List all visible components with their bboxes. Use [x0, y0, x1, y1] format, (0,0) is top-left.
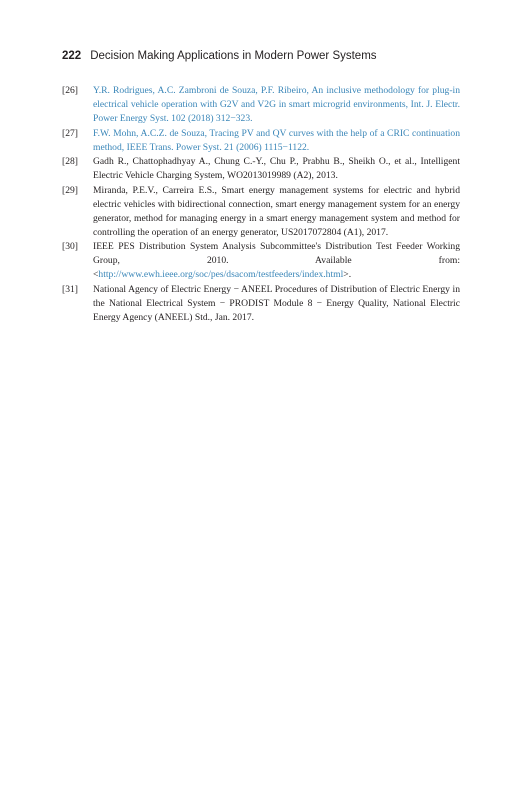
reference-number: [28] — [62, 156, 78, 167]
reference-text: Gadh R., Chattophadhyay A., Chung C.-Y., Chu P., Prabhu B., Sheikh O., et al., Intelligent Electric Vehicle Charging System, WO2013019989 (A2), 2013. — [93, 156, 460, 181]
reference-28 — [62, 155, 460, 183]
reference-number: [30] — [62, 241, 78, 252]
reference-number: [31] — [62, 283, 78, 295]
reference-list — [62, 84, 460, 325]
reference-number: [29] — [62, 184, 78, 196]
reference-27[interactable] — [62, 127, 460, 155]
reference-url-link[interactable]: http://www.ewh.ieee.org/soc/pes/dsacom/testfeeders/index.html — [98, 269, 344, 280]
reference-text[interactable]: F.W. Mohn, A.C.Z. de Souza, Tracing PV and QV curves with the help of a CRIC continuation method, IEEE Trans. Power Syst. 21 (2006) 1115−1122. — [93, 127, 460, 153]
reference-26[interactable] — [62, 84, 460, 126]
reference-text-before: IEEE PES Distribution System Analysis Subcommittee's Distribution Test Feeder Working Group, 2010. Available from: < — [93, 241, 460, 280]
book-title: Decision Making Applications in Modern Power Systems — [90, 50, 377, 62]
page-number: 222 — [62, 50, 82, 62]
running-head — [62, 50, 472, 62]
reference-30 — [62, 240, 460, 282]
reference-text: Miranda, P.E.V., Carreira E.S., Smart energy management systems for electric and hybrid electric vehicles with bidirectional connection, smart energy management system for an energy generator, method for managing energy in a smart energy management system and method for controlling the operation of an energy generator, US2017072804 (A1), 2017. — [93, 184, 460, 238]
reference-31 — [62, 283, 460, 325]
reference-text[interactable]: Y.R. Rodrigues, A.C. Zambroni de Souza, P.F. Ribeiro, An inclusive methodology for plug-in electrical vehicle operation with G2V and V2G in smart microgrid environments, Int. J. Electr. Power Energy Syst. 102 (2018) 312−323. — [93, 85, 460, 124]
reference-text: National Agency of Electric Energy − ANEEL Procedures of Distribution of Electric Energy in the National Electrical System − PRODIST Module 8 − Energy Quality, National Electric Energy Agency (ANEEL) Std., Jan. 2017. — [93, 283, 460, 323]
reference-text-after: >. — [343, 269, 352, 280]
reference-number: [27] — [62, 127, 78, 139]
reference-text — [93, 241, 460, 280]
reference-29 — [62, 184, 460, 240]
reference-number: [26] — [62, 85, 78, 96]
